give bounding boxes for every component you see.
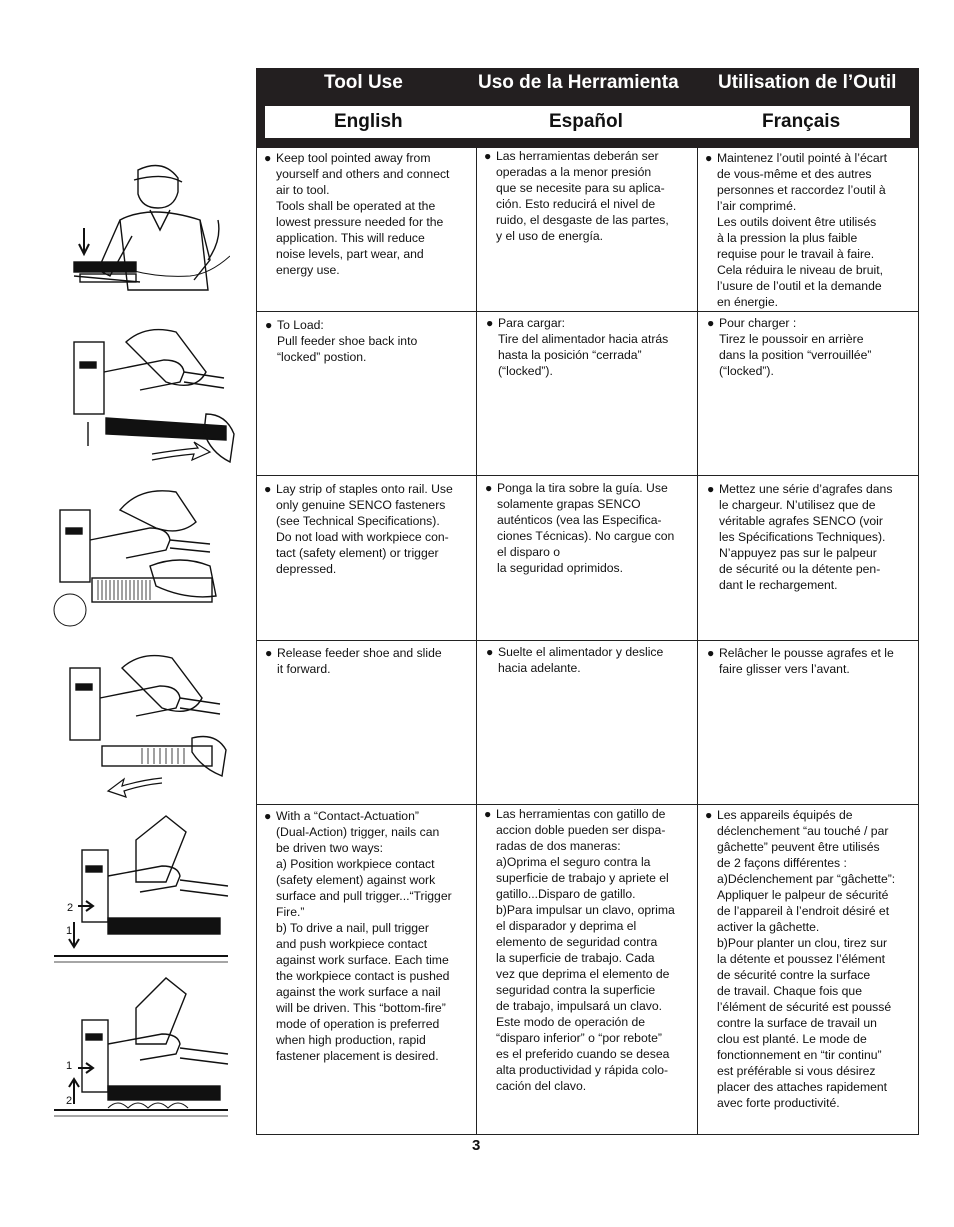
row-divider bbox=[256, 475, 919, 476]
header-band bbox=[256, 68, 919, 148]
row2-french: ● Pour charger : Tirez le poussoir en arrière dans la position “verrouillée” (“locked”). bbox=[707, 316, 872, 378]
illustration-load-staples bbox=[50, 480, 230, 630]
row1-french: ● Maintenez l’outil pointé à l’écart de vous-même et des autres personnes et raccordez l’outil à l’air comprimé. Les outils doivent être utilisés à la pression la plus faible requise pour le travail à faire. Cela réduira le niveau de bruit, l’usure de l’outil et la demande en énergie. bbox=[705, 151, 888, 309]
row3-french: ● Mettez une série d’agrafes dans le chargeur. N’utilisez que de véritable agrafes SENCO (voir les Spécifications Techniques). N’appuyez pas sur le palpeur de sécurité ou la détente pen- dant le rechargement. bbox=[707, 482, 893, 592]
row5-spanish: ● Las herramientas con gatillo de accion doble pueden ser dispa- radas de dos maneras: a)Oprima el seguro contra la superficie de trabajo y apriete el gatillo...Disparo de gatillo. b)Para impulsar un clavo, oprima el disparador y deprima el elemento de seguridad contra la superficie de trabajo. Cada vez que deprima el elemento de seguridad contra la superficie de trabajo, impulsará un clavo. Este modo de operación de “disparo inferior” o “por rebote” es el preferido cuando se desea alta productividad y rápida colo- cación del clavo. bbox=[484, 807, 675, 1093]
illustration-pull-feeder bbox=[66, 322, 236, 472]
row2-spanish: ● Para cargar: Tire del alimentador hacia atrás hasta la posición “cerrada” (“locked”). bbox=[486, 316, 669, 378]
illustration-release-feeder bbox=[62, 648, 232, 798]
row4-spanish: ● Suelte el alimentador y deslice hacia adelante. bbox=[486, 645, 664, 675]
language-english: English bbox=[334, 111, 403, 132]
row3-english: ● Lay strip of staples onto rail. Use only genuine SENCO fasteners (see Technical Specifications). Do not load with workpiece con- tact (safety element) or trigger depressed. bbox=[264, 482, 453, 576]
row4-french: ● Relâcher le pousse agrafes et le faire glisser vers l’avant. bbox=[707, 646, 894, 676]
figure-label: 1 bbox=[66, 925, 73, 937]
row-divider bbox=[256, 640, 919, 641]
row3-spanish: ● Ponga la tira sobre la guía. Use solamente grapas SENCO auténticos (vea las Especifica- ciones Técnicas). No cargue con el disparo o la seguridad oprimidos. bbox=[485, 481, 675, 575]
row1-spanish: ● Las herramientas deberán ser operadas a la menor presión que se necesite para su aplica- ción. Esto reducirá el nivel de ruido, el desgaste de las partes, y el uso de energía. bbox=[484, 149, 669, 243]
illustration-trigger-fire bbox=[52, 810, 230, 968]
column-divider bbox=[697, 148, 698, 1135]
title-french: Utilisation de l’Outil bbox=[718, 72, 897, 93]
figure-label: 1 bbox=[66, 1060, 73, 1072]
row5-english: ● With a “Contact-Actuation” (Dual-Action) trigger, nails can be driven two ways: a) Position workpiece contact (safety element) against work surface and pull trigger...“Trigger Fire.” b) To drive a nail, pull trigger and push workpiece contact against work surface. Each time the workpiece contact is pushed against the work surface a nail will be driven. This “bottom-fire” mode of operation is preferred when high production, rapid fastener placement is desired. bbox=[264, 809, 452, 1063]
figure-label: 2 bbox=[66, 1095, 73, 1107]
language-row bbox=[265, 106, 910, 138]
language-spanish: Español bbox=[549, 111, 623, 132]
illustration-operator bbox=[60, 150, 230, 310]
figure-label: 2 bbox=[67, 902, 74, 914]
title-spanish: Uso de la Herramienta bbox=[478, 72, 679, 93]
column-divider bbox=[476, 148, 477, 1135]
illustration-bottom-fire bbox=[52, 968, 230, 1126]
row2-english: ● To Load: Pull feeder shoe back into “locked” postion. bbox=[265, 318, 418, 364]
row1-english: ● Keep tool pointed away from yourself and others and connect air to tool. Tools shall be operated at the lowest pressure needed for the application. This will reduce noise levels, part wear, and energy use. bbox=[264, 151, 450, 277]
row-divider bbox=[256, 804, 919, 805]
title-english: Tool Use bbox=[324, 72, 403, 93]
row4-english: ● Release feeder shoe and slide it forward. bbox=[265, 646, 442, 676]
language-french: Français bbox=[762, 111, 841, 132]
row-divider bbox=[256, 311, 919, 312]
page-number: 3 bbox=[472, 1137, 481, 1154]
row5-french: ● Les appareils équipés de déclenchement “au touché / par gâchette” peuvent être utilisés de 2 façons différentes : a)Déclenchement par “gâchette”: Appliquer le palpeur de sécurité de l’appareil à l’endroit désiré et activer la gâchette. b)Pour planter un clou, tirez sur la détente et poussez l’élément de sécurité contre la surface de travail. Chaque fois que l’élément de sécurité est poussé contre la surface de travail un clou est planté. Le mode de fonctionnement en “tir continu” est préférable si vous désirez placer des attaches rapidement avec forte productivité. bbox=[705, 808, 896, 1110]
